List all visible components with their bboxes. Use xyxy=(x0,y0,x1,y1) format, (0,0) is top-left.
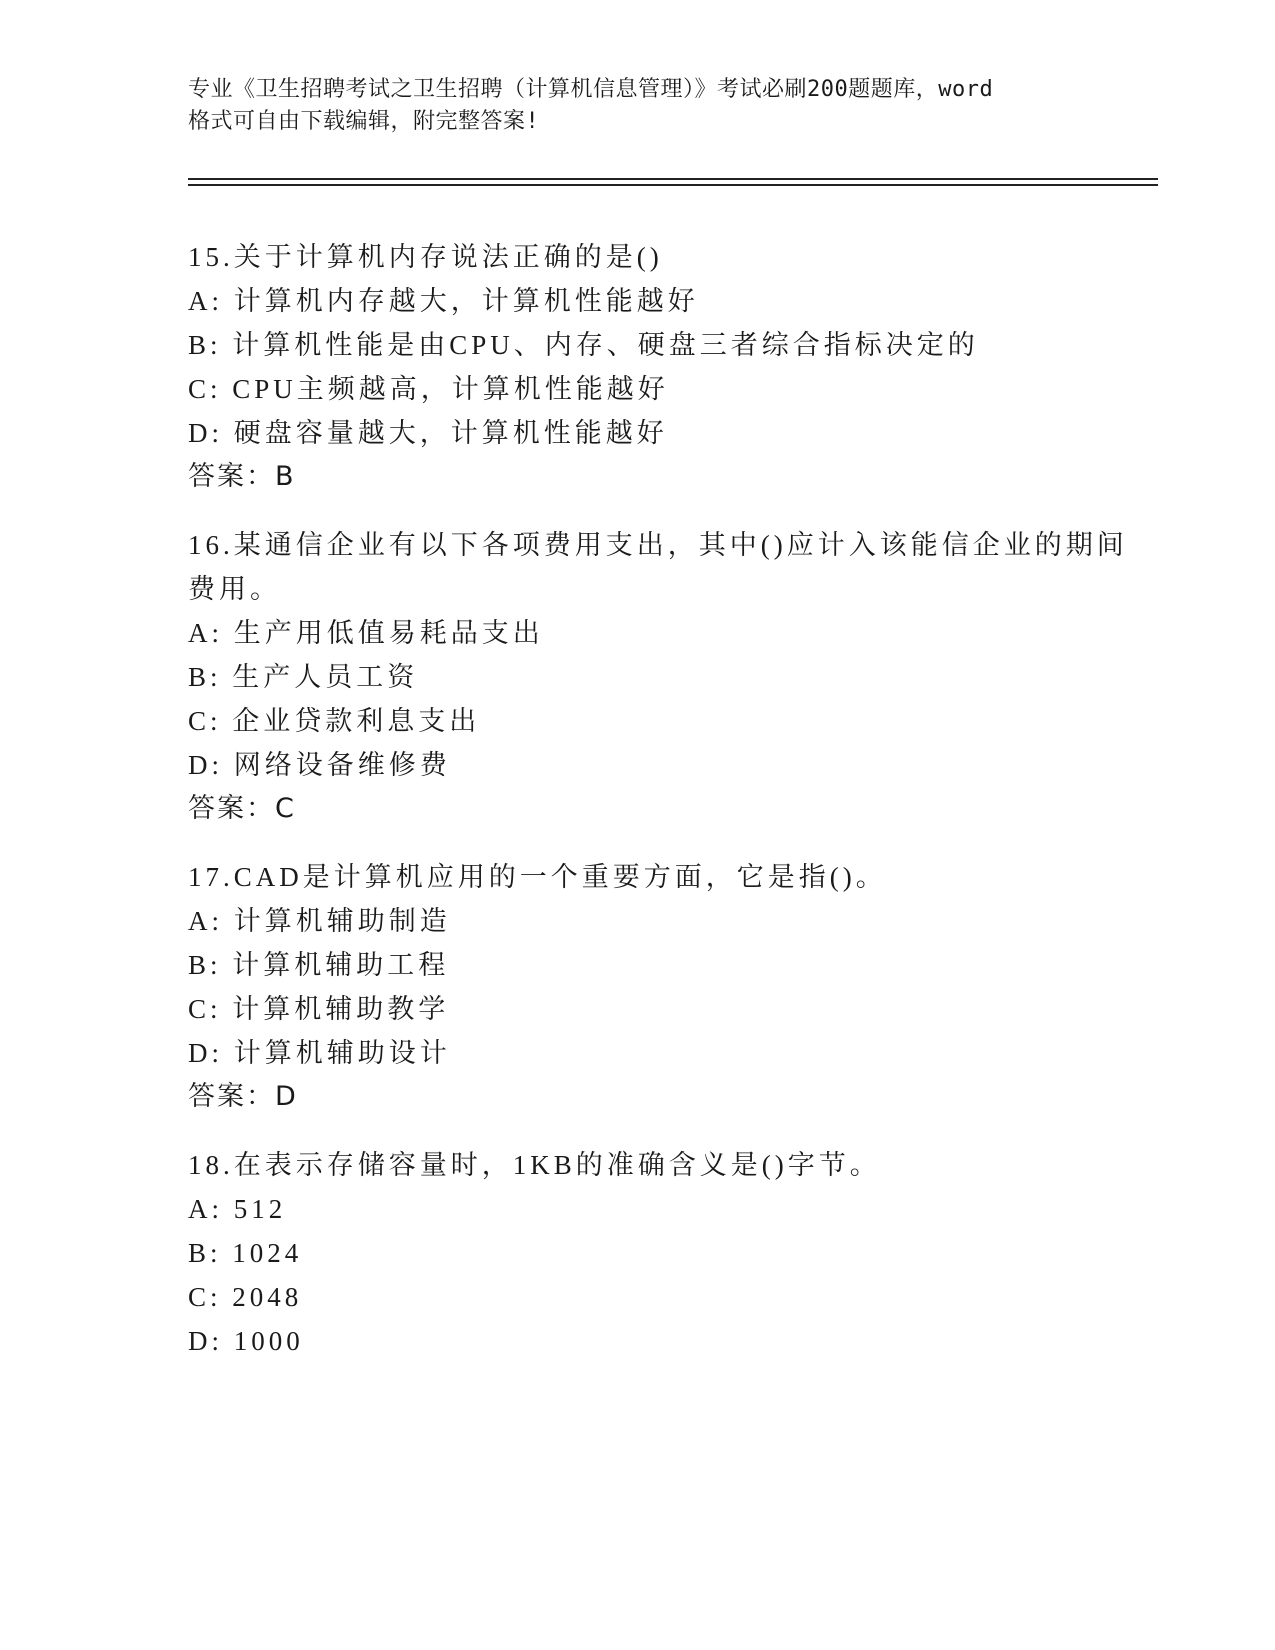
question-stem-line-1: 16.某通信企业有以下各项费用支出，其中()应计入该能信企业的期间 xyxy=(188,530,1128,560)
option-a: A: 512 xyxy=(188,1194,287,1224)
header-divider-bottom xyxy=(188,184,1158,186)
option-a: A: 计算机内存越大，计算机性能越好 xyxy=(188,286,699,316)
question-stem: 15.关于计算机内存说法正确的是() xyxy=(188,242,663,272)
header-title-line-1: 专业《卫生招聘考试之卫生招聘（计算机信息管理）》考试必刷200题题库，word xyxy=(188,77,994,102)
option-d: D: 硬盘容量越大，计算机性能越好 xyxy=(188,418,668,448)
option-c: C: 企业贷款利息支出 xyxy=(188,706,481,736)
answer-label: 答案：B xyxy=(188,461,296,492)
option-d: D: 网络设备维修费 xyxy=(188,750,451,780)
answer-label: 答案：C xyxy=(188,793,296,824)
option-b: B: 计算机辅助工程 xyxy=(188,950,450,980)
option-b: B: 1024 xyxy=(188,1238,303,1268)
option-c: C: 计算机辅助教学 xyxy=(188,994,450,1024)
question-stem: 17.CAD是计算机应用的一个重要方面，它是指()。 xyxy=(188,862,887,892)
question-15 xyxy=(188,235,1148,499)
question-stem-line-2: 费用。 xyxy=(188,574,281,604)
option-a: A: 计算机辅助制造 xyxy=(188,906,451,936)
document-header xyxy=(188,74,1088,138)
option-b: B: 生产人员工资 xyxy=(188,662,419,692)
question-stem: 18.在表示存储容量时，1KB的准确含义是()字节。 xyxy=(188,1150,881,1180)
option-b: B: 计算机性能是由CPU、内存、硬盘三者综合指标决定的 xyxy=(188,330,979,360)
header-title-line-2: 格式可自由下载编辑，附完整答案! xyxy=(188,109,540,134)
question-17 xyxy=(188,855,1148,1119)
question-list xyxy=(188,235,1148,1387)
answer-label: 答案：D xyxy=(188,1081,298,1112)
option-a: A: 生产用低值易耗品支出 xyxy=(188,618,544,648)
header-divider-top xyxy=(188,178,1158,180)
option-d: D: 计算机辅助设计 xyxy=(188,1038,451,1068)
option-d: D: 1000 xyxy=(188,1326,304,1356)
question-16 xyxy=(188,523,1148,831)
option-c: C: 2048 xyxy=(188,1282,303,1312)
question-18 xyxy=(188,1143,1148,1363)
option-c: C: CPU主频越高，计算机性能越好 xyxy=(188,374,669,404)
